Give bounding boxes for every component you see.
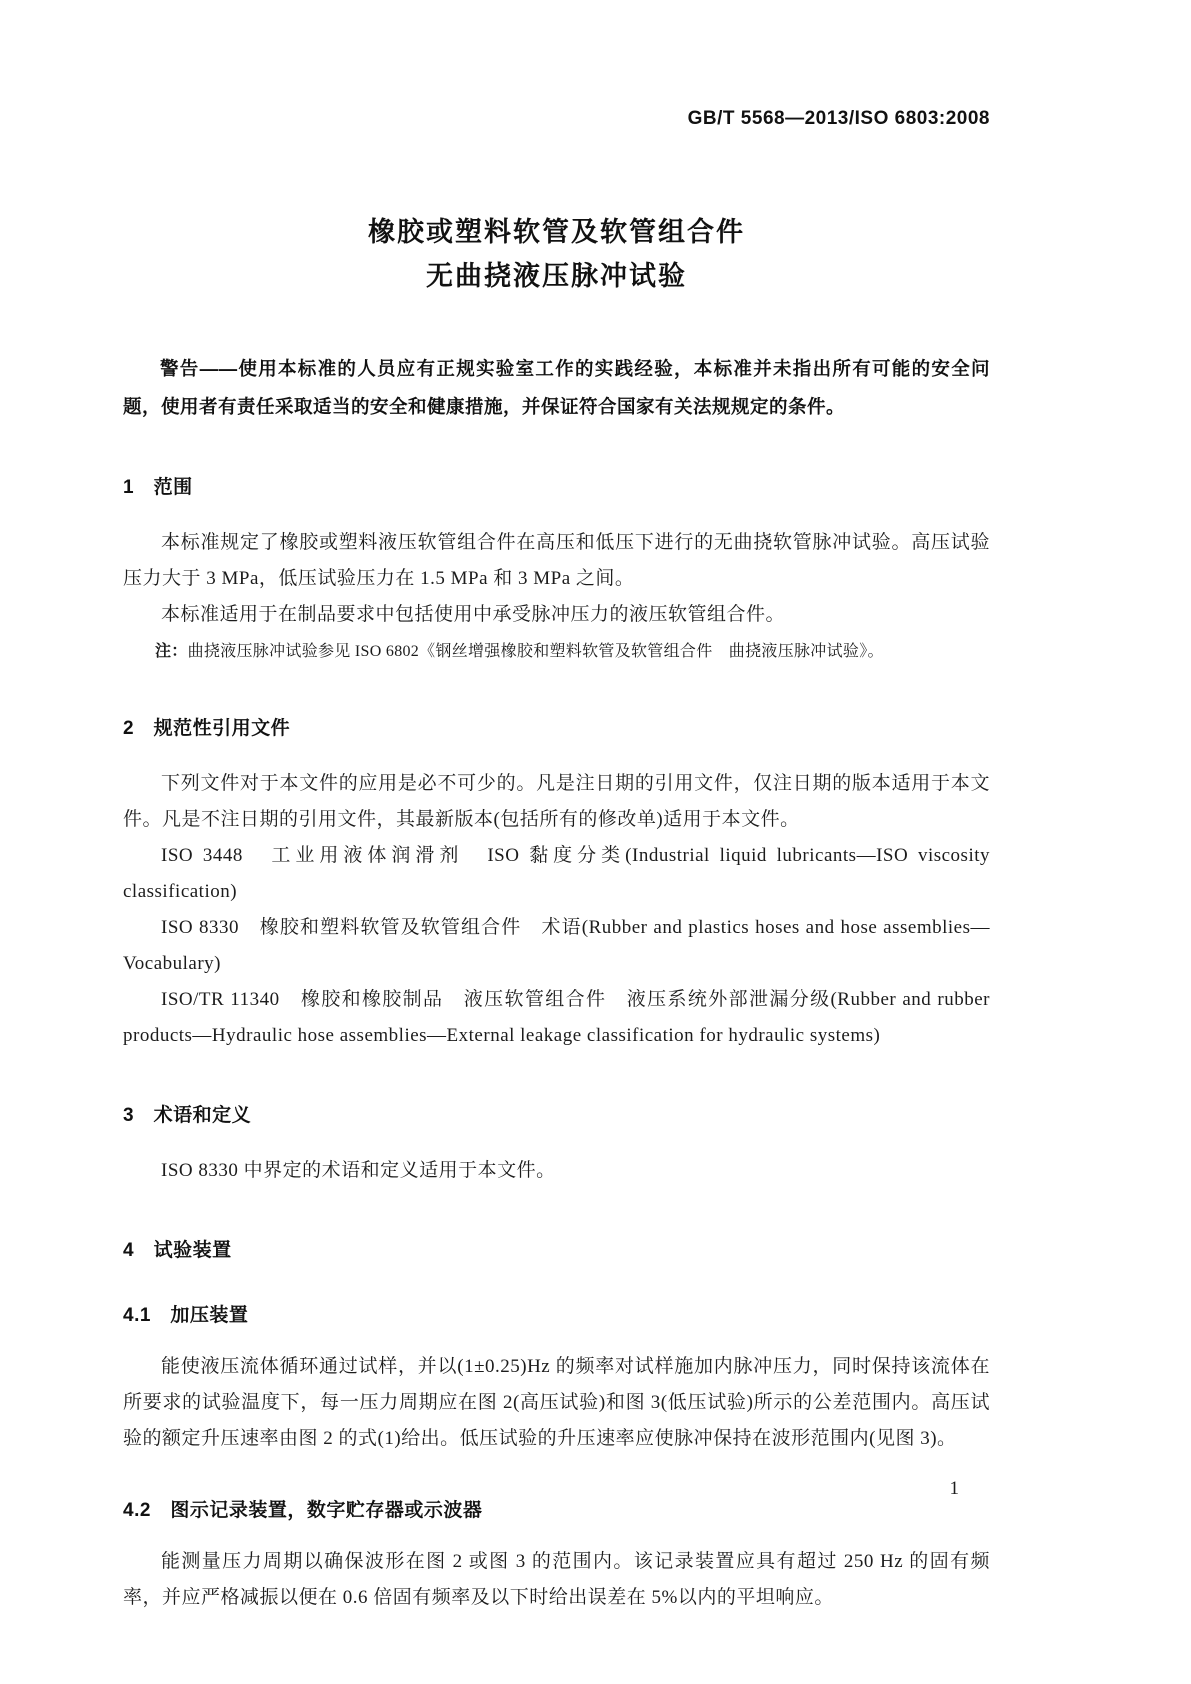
section-1-paragraph-1: 本标准规定了橡胶或塑料液压软管组合件在高压和低压下进行的无曲挠软管脉冲试验。高压试验压力大于 3 MPa，低压试验压力在 1.5 MPa 和 3 MPa 之间。 <box>123 532 990 589</box>
section-4-2-paragraph: 能测量压力周期以确保波形在图 2 或图 3 的范围内。该记录装置应具有超过 250 Hz 的固有频率，并应严格减振以便在 0.6 倍固有频率及以下时给出误差在 5%以内的平坦响应。 <box>123 1551 990 1608</box>
warning-paragraph: 警告——使用本标准的人员应有正规实验室工作的实践经验，本标准并未指出所有可能的安全问题，使用者有责任采取适当的安全和健康措施，并保证符合国家有关法规规定的条件。 <box>123 358 990 417</box>
section-1-heading: 1 范围 <box>123 477 193 498</box>
page-number: 1 <box>949 1478 959 1499</box>
reference-entry-1: ISO 3448 工业用液体润滑剂 ISO 黏度分类(Industrial liquid lubricants—ISO viscosity classification) <box>123 845 990 902</box>
note-text: 曲挠液压脉冲试验参见 ISO 6802《钢丝增强橡胶和塑料软管及软管组合件 曲挠液压脉冲试验》。 <box>187 643 884 660</box>
doc-title-line2: 无曲挠液压脉冲试验 <box>426 261 687 291</box>
section-4-2-heading: 4.2 图示记录装置，数字贮存器或示波器 <box>123 1500 483 1521</box>
section-1-note <box>123 637 990 667</box>
section-2-heading: 2 规范性引用文件 <box>123 718 291 739</box>
section-4-1-paragraph: 能使液压流体循环通过试样，并以(1±0.25)Hz 的频率对试样施加内脉冲压力，同时保持该流体在所要求的试验温度下，每一压力周期应在图 2(高压试验)和图 3(低压试验)所示的公差范围内。高压试验的额定升压速率由图 2 的式(1)给出。低压试验的升压速率应使脉冲保持在波形范围内(见图 3)。 <box>123 1356 990 1449</box>
section-1-paragraph-2: 本标准适用于在制品要求中包括使用中承受脉冲压力的液压软管组合件。 <box>161 604 786 625</box>
doc-title-line1: 橡胶或塑料软管及软管组合件 <box>368 217 745 247</box>
section-4-1-heading: 4.1 加压装置 <box>123 1305 249 1326</box>
section-2-paragraph-1: 下列文件对于本文件的应用是必不可少的。凡是注日期的引用文件，仅注日期的版本适用于本文件。凡是不注日期的引用文件，其最新版本(包括所有的修改单)适用于本文件。 <box>123 773 990 830</box>
note-label: 注： <box>155 643 188 660</box>
section-4-heading: 4 试验装置 <box>123 1240 232 1261</box>
reference-entry-2: ISO 8330 橡胶和塑料软管及软管组合件 术语(Rubber and plastics hoses and hose assemblies—Vocabulary) <box>123 917 990 974</box>
doc-number: GB/T 5568—2013/ISO 6803:2008 <box>687 108 990 129</box>
section-3-paragraph-1: ISO 8330 中界定的术语和定义适用于本文件。 <box>161 1160 556 1181</box>
section-3-heading: 3 术语和定义 <box>123 1105 252 1126</box>
reference-entry-3: ISO/TR 11340 橡胶和橡胶制品 液压软管组合件 液压系统外部泄漏分级(Rubber and rubber products—Hydraulic hose assemblies—External leakage classification for hydraulic systems) <box>123 989 990 1046</box>
doc-title <box>123 210 990 298</box>
